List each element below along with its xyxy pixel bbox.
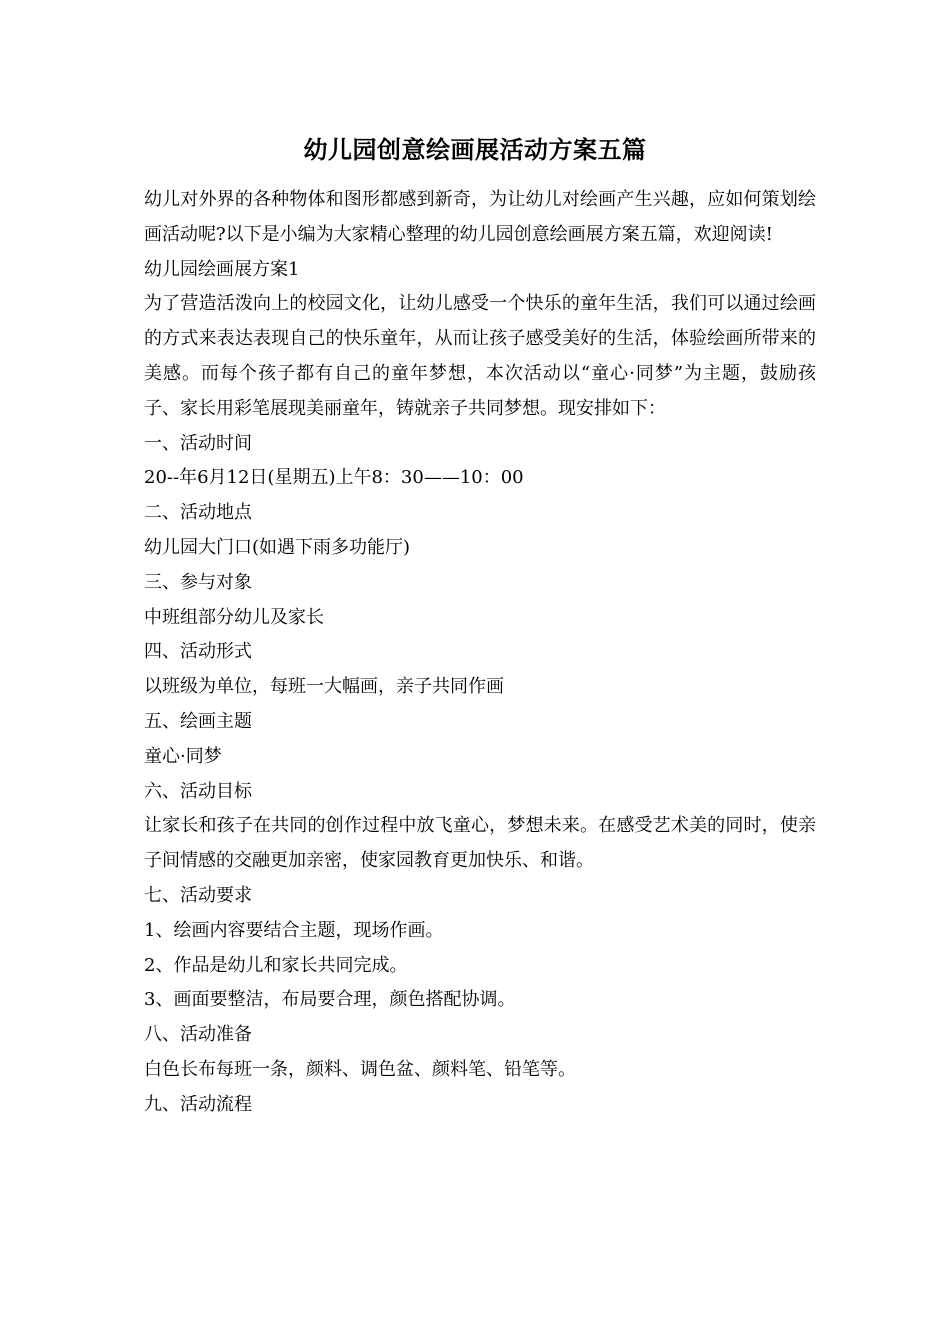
heading-activity-location: 二、活动地点 [144, 502, 252, 524]
heading-painting-theme: 五、绘画主题 [144, 710, 252, 732]
activity-goals-text: 让家长和孩子在共同的创作过程中放飞童心，梦想未来。在感受艺术美的同时，使亲子间情感的交融更加亲密，使家园教育更加快乐、和谐。 [144, 815, 816, 872]
heading-activity-goals: 六、活动目标 [144, 780, 252, 802]
section-heading-plan-1: 幼儿园绘画展方案1 [144, 258, 300, 280]
painting-theme-text: 童心·同梦 [144, 745, 222, 767]
heading-activity-preparation: 八、活动准备 [144, 1024, 252, 1046]
heading-activity-requirements: 七、活动要求 [144, 884, 252, 906]
document-title: 幼儿园创意绘画展活动方案五篇 [303, 135, 647, 164]
requirement-item-2: 2、作品是幼儿和家长共同完成。 [144, 954, 408, 976]
document-body [144, 183, 816, 1123]
participants-text: 中班组部分幼儿及家长 [144, 606, 324, 628]
heading-activity-time: 一、活动时间 [144, 432, 252, 454]
activity-format-text: 以班级为单位，每班一大幅画，亲子共同作画 [144, 676, 504, 698]
heading-participants: 三、参与对象 [144, 571, 252, 593]
heading-activity-process: 九、活动流程 [144, 1093, 252, 1115]
requirement-item-1: 1、绘画内容要结合主题，现场作画。 [144, 919, 444, 941]
requirement-item-3: 3、画面要整洁，布局要合理，颜色搭配协调。 [144, 989, 516, 1011]
activity-preparation-text: 白色长布每班一条，颜料、调色盆、颜料笔、铅笔等。 [144, 1058, 576, 1080]
intro-paragraph: 幼儿对外界的各种物体和图形都感到新奇，为让幼儿对绘画产生兴趣，应如何策划绘画活动呢?以下是小编为大家精心整理的幼儿园创意绘画展方案五篇，欢迎阅读! [144, 189, 816, 245]
activity-time-text: 20--年6月12日(星期五)上午8：30——10：00 [144, 467, 524, 489]
plan-1-intro-paragraph: 为了营造活泼向上的校园文化，让幼儿感受一个快乐的童年生活，我们可以通过绘画的方式来表达表现自己的快乐童年，从而让孩子感受美好的生活，体验绘画所带来的美感。而每个孩子都有自己的童年梦想，本次活动以“童心·同梦”为主题，鼓励孩子、家长用彩笔展现美丽童年，铸就亲子共同梦想。现安排如下： [144, 293, 816, 419]
activity-location-text: 幼儿园大门口(如遇下雨多功能厅) [144, 536, 411, 558]
heading-activity-format: 四、活动形式 [144, 641, 252, 663]
